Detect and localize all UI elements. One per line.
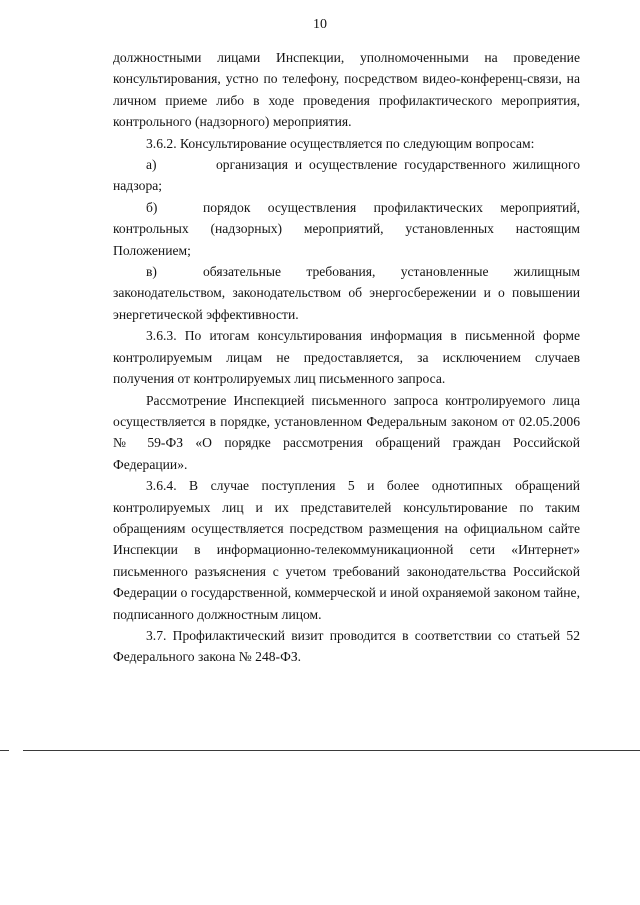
list-item-c-text: обязательные требования, установленные жилищным законодательством, законодательством об энергосбережении и о повышении энергетической эффективности.: [113, 264, 580, 322]
list-item-c: [113, 261, 580, 325]
page-number: 10: [313, 17, 327, 32]
paragraph-review: Рассмотрение Инспекцией письменного запроса контролируемого лица осуществляется в порядке, установленном Федеральным законом от 02.05.2006 № 59-ФЗ «О порядке рассмотрения обращений граждан Российской Федерации».: [113, 392, 580, 472]
paragraph-3-7: 3.7. Профилактический визит проводится в соответствии со статьей 52 Федерального закона № 248-ФЗ.: [113, 627, 580, 665]
left-edge-mark: [0, 750, 9, 751]
list-item-b-text: порядок осуществления профилактических мероприятий, контрольных (надзорных) мероприятий, установленных настоящим Положением;: [113, 199, 580, 258]
list-marker-c: в): [146, 264, 157, 280]
paragraph-3-6-4: 3.6.4. В случае поступления 5 и более однотипных обращений контролируемых лиц и их представителей консультирование по таким обращениям осуществляется посредством размещения на официальном сайте Инспекции в информационно-телекоммуникационной сети «Интернет» письменного разъяснения с учетом требований законодательства Российской Федерации о государственной, коммерческой и иной охраняемой законом тайне, подписанного должностным лицом.: [113, 478, 580, 622]
list-item-a: [113, 154, 580, 197]
list-item-b: [113, 197, 580, 261]
list-marker-a: а): [146, 157, 157, 173]
list-item-a-text: организация и осуществление государственного жилищного надзора;: [113, 157, 580, 194]
paragraph-3-6-3: 3.6.3. По итогам консультирования информация в письменной форме контролируемым лицам не предоставляется, за исключением случаев получения от контролируемых лиц письменного запроса.: [113, 328, 580, 387]
paragraph-continuation: должностными лицами Инспекции, уполномоченными на проведение консультирования, устно по телефону, посредством видео-конференц-связи, на личном приеме либо в ходе проведения профилактического мероприятия, контрольного (надзорного) мероприятия.: [113, 50, 580, 130]
page-divider-line: [23, 750, 640, 751]
paragraph-3-6-2: 3.6.2. Консультирование осуществляется по следующим вопросам:: [146, 135, 535, 151]
list-marker-b: б): [146, 199, 158, 215]
document-body: [113, 47, 580, 668]
